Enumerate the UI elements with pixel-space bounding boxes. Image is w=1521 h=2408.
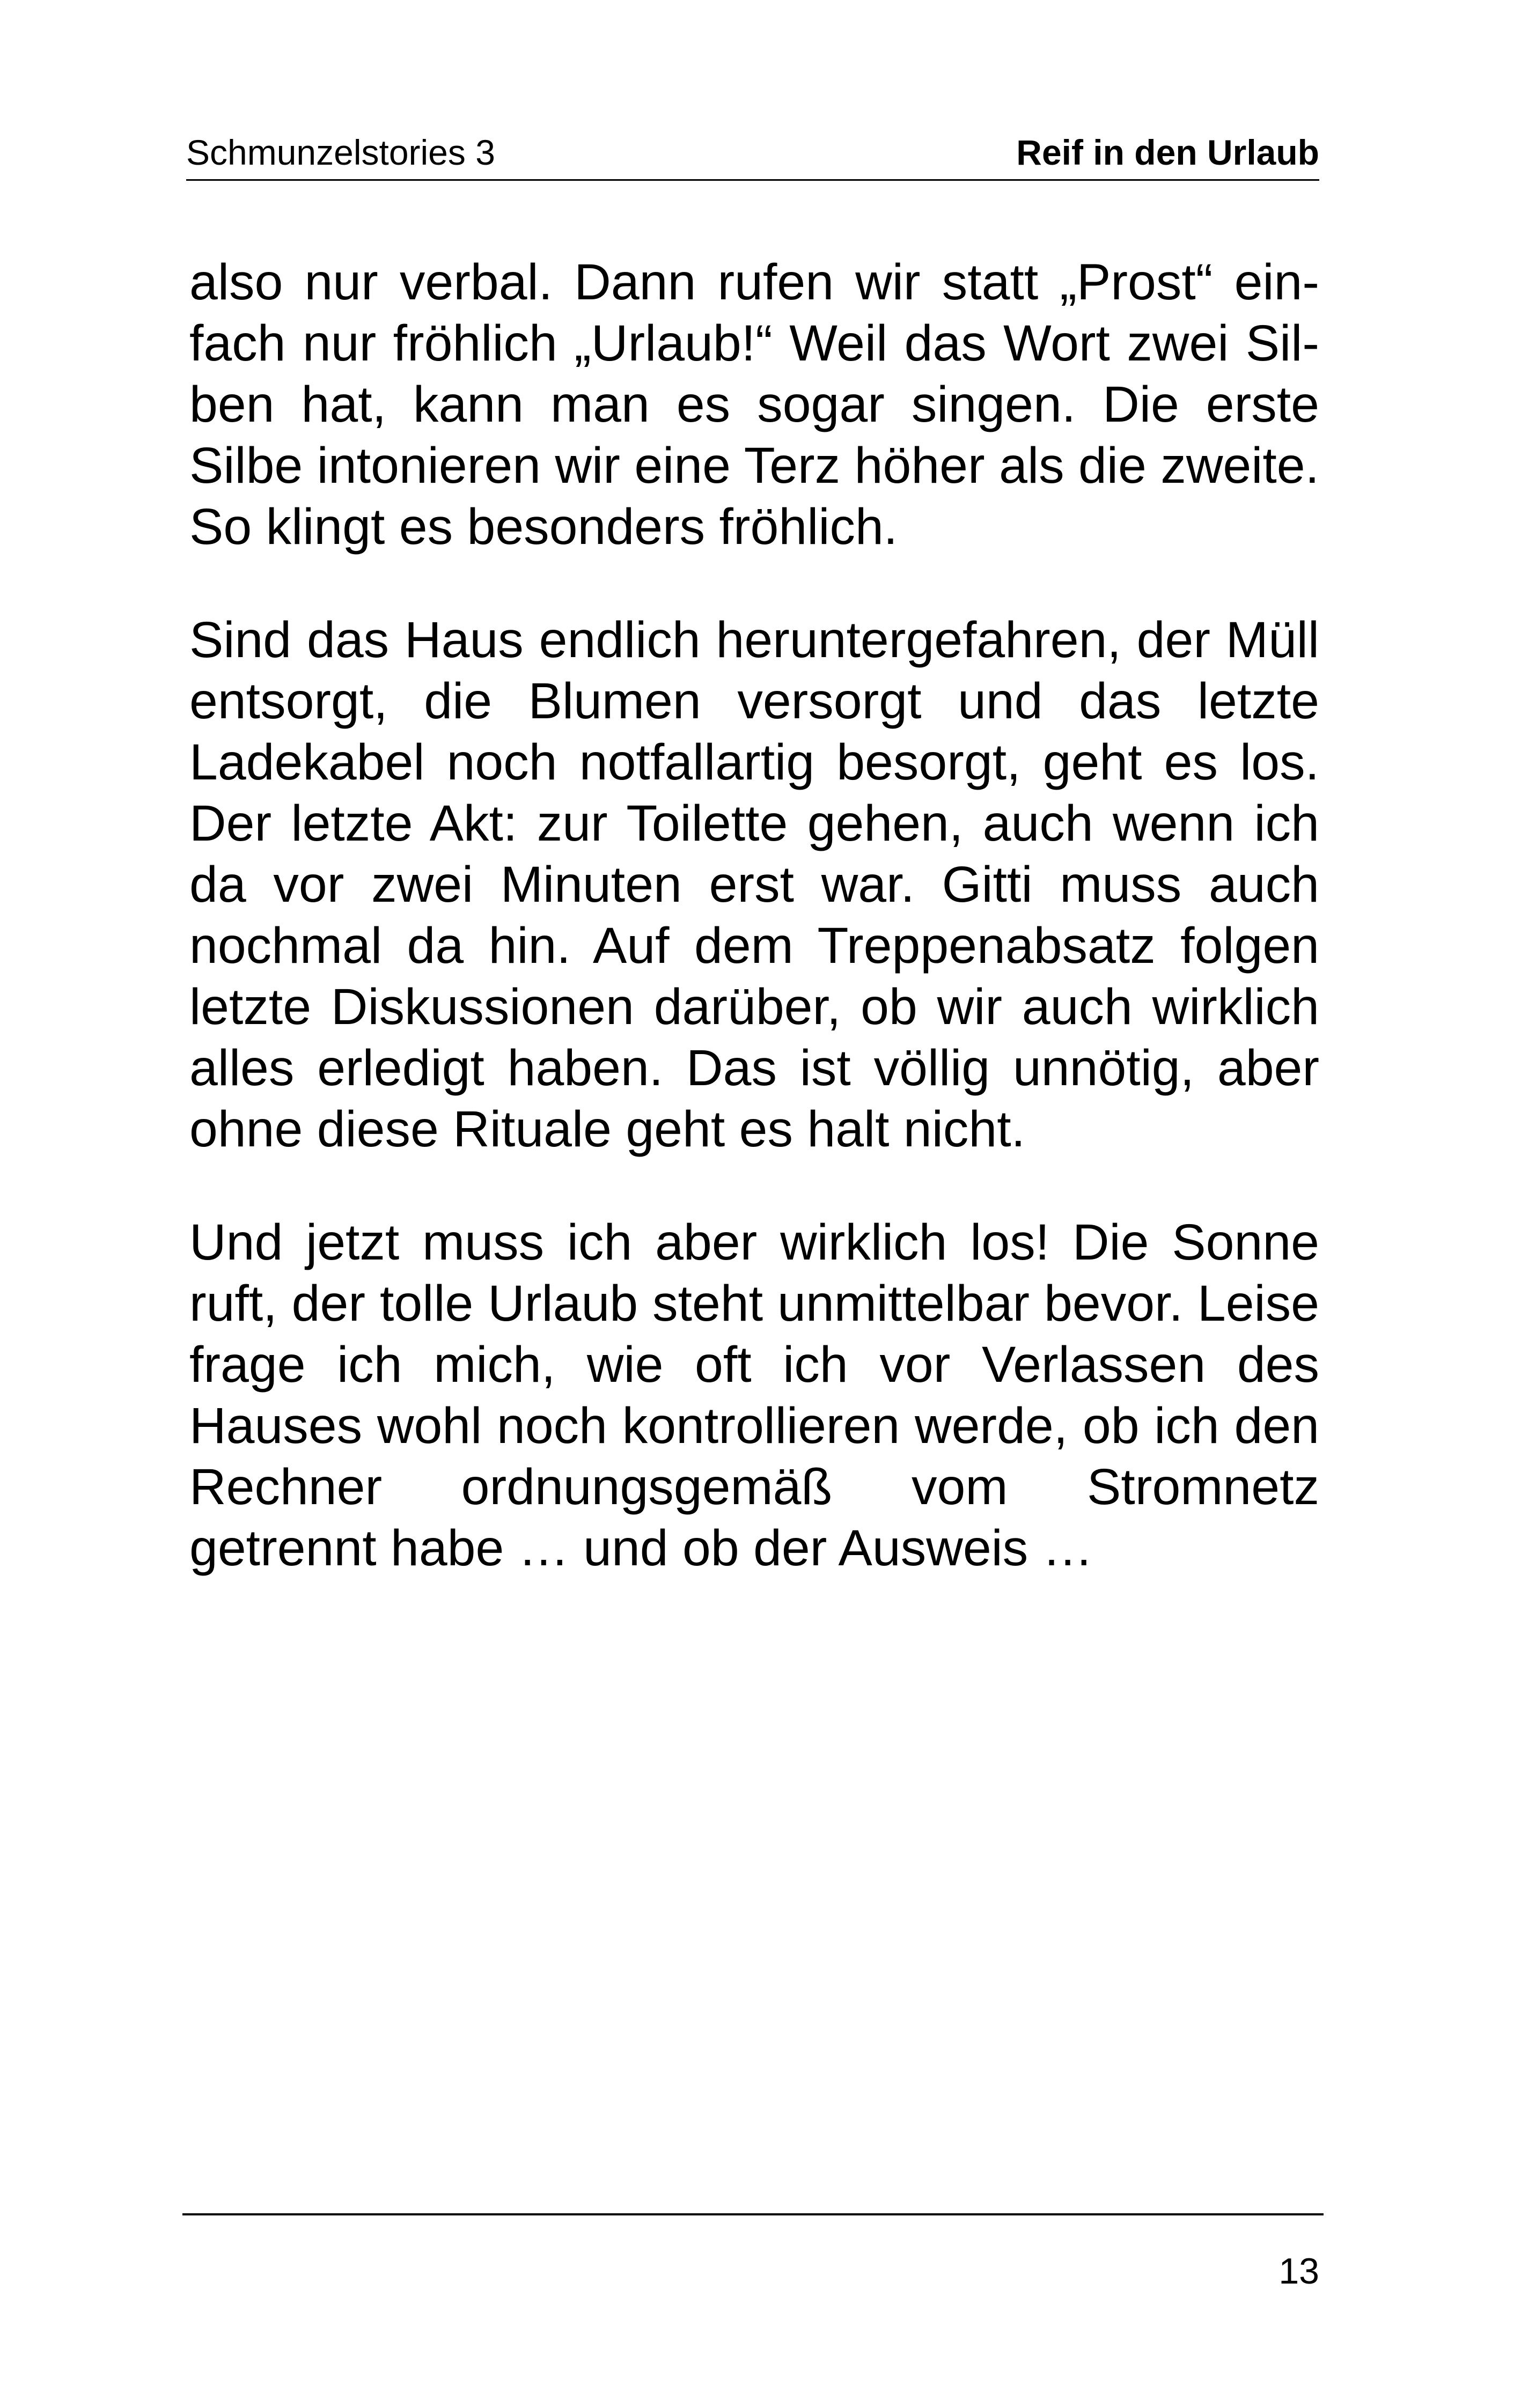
paragraph: also nur verbal. Dann rufen wir statt „Prost“ einfach nur fröhlich „Urlaub!“ Weil das Wort zwei Silben hat, kann man es sogar singen. Die erste Silbe intonieren wir eine Terz höher als die zweite. So klingt es besonders fröhlich. [189,254,1319,555]
page-number: 13 [1278,2251,1319,2292]
paragraph: Sind das Haus endlich heruntergefahren, der Müll entsorgt, die Blumen versorgt und das letzte Ladekabel noch notfallartig besorgt, geht es los. Der letzte Akt: zur Toilette gehen, auch wenn ich da vor zwei Minuten erst war. Gitti muss auch nochmal da hin. Auf dem Treppenabsatz folgen letzte Diskussionen darüber, ob wir auch wirklich alles erledigt haben. Das ist völlig unnötig, aber ohne diese Rituale geht es halt nicht. [189,612,1319,1158]
chapter-title: Reif in den Urlaub [1016,132,1319,172]
paragraph: Und jetzt muss ich aber wirklich los! Die Sonne ruft, der tolle Urlaub steht unmittelbar bevor. Leise frage ich mich, wie oft ich vor Verlassen des Hauses wohl noch kontrollieren werde, ob ich den Rechner ordnungsgemäß vom Stromnetz getrennt habe … und ob der Ausweis … [189,1214,1319,1577]
running-header [186,128,1319,181]
page-body [189,252,1319,1579]
footer-rule [182,2213,1324,2215]
book-title: Schmunzelstories 3 [186,132,495,172]
